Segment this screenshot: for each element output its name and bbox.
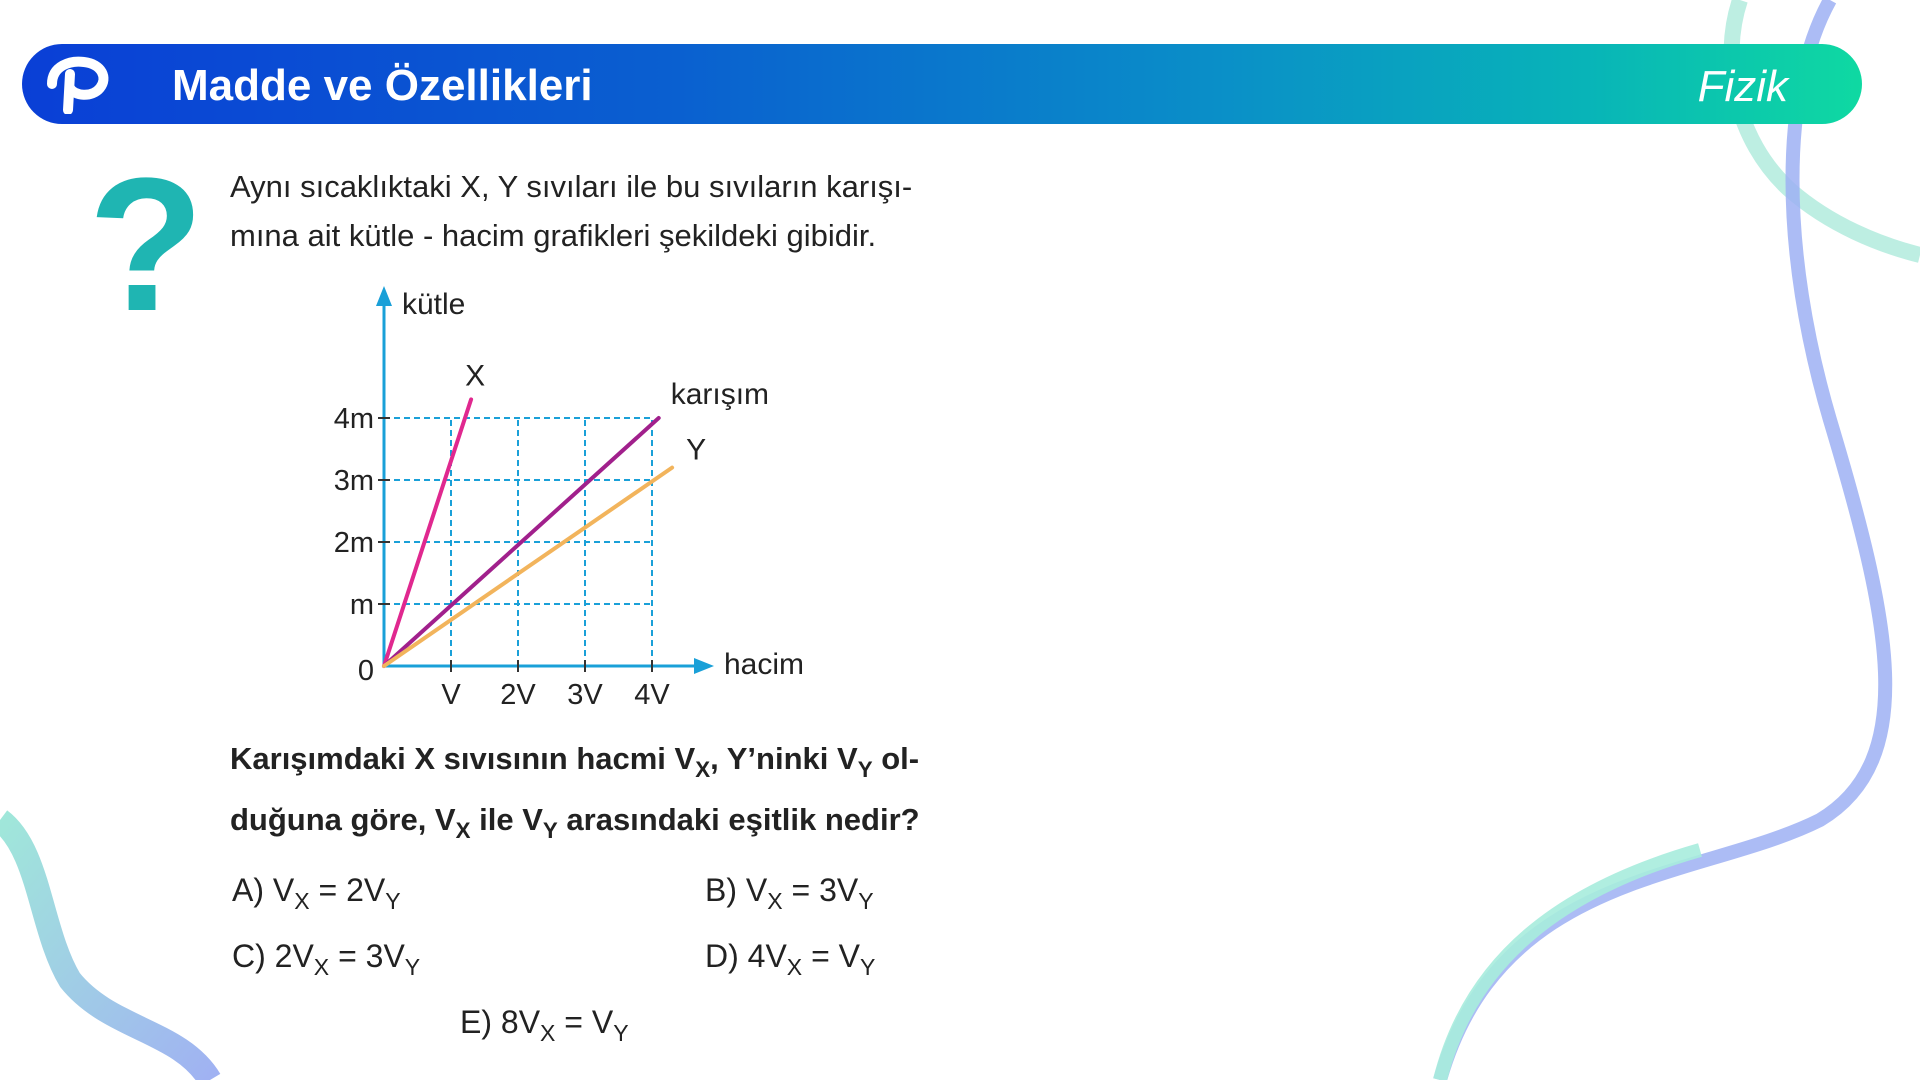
question-line-2: mına ait kütle - hacim grafikleri şekildeki gibidir. [230, 218, 877, 253]
choice-text: 4V [747, 938, 787, 974]
choice-subscript: Y [859, 954, 876, 981]
choice-d[interactable] [705, 938, 875, 981]
prompt-line-1 [230, 734, 1030, 795]
choice-text: = 3V [782, 872, 859, 908]
choice-subscript: X [294, 888, 310, 915]
prompt-text: Karışımdaki X sıvısının hacmi V [230, 741, 696, 776]
choice-subscript: X [540, 1020, 556, 1047]
prompt-line-2 [230, 795, 1030, 856]
choice-subscript: Y [858, 888, 874, 915]
series-label: X [465, 359, 486, 393]
choice-subscript: Y [613, 1020, 629, 1047]
x-tick-label: 4V [634, 679, 670, 711]
question-text [230, 162, 1020, 260]
choice-letter: A) [232, 872, 273, 908]
series-label: karışım [670, 378, 770, 411]
prompt-text: duğuna göre, V [230, 801, 456, 837]
prompt-text: ol- [872, 741, 920, 776]
prompt-text: ile V [470, 801, 543, 837]
series-line-Y [384, 468, 672, 666]
y-tick-label: 2m [333, 527, 374, 559]
y-tick-label: 4m [333, 403, 374, 435]
choice-text: = 3V [329, 938, 405, 974]
choice-a[interactable] [232, 872, 401, 915]
y-tick-label: m [349, 589, 374, 621]
prompt-text: arasındaki eşitlik nedir? [557, 801, 920, 837]
y-tick-label: 3m [333, 465, 374, 497]
brand-logo-icon [44, 54, 114, 114]
prompt-subscript: Y [542, 817, 558, 843]
choice-letter: B) [705, 872, 746, 908]
choice-letter: E) [460, 1004, 501, 1040]
choice-text: V [272, 872, 295, 908]
y-axis-arrow-icon [376, 286, 392, 306]
series-label: Y [686, 433, 707, 467]
choice-letter: D) [705, 938, 748, 974]
x-tick-label: 3V [567, 679, 603, 711]
choice-text: = 2V [309, 872, 386, 908]
choice-subscript: X [786, 954, 803, 981]
question-prompt [230, 734, 1030, 856]
x-axis-arrow-icon [694, 658, 714, 674]
choice-c[interactable] [232, 938, 420, 981]
prompt-text: , Y’ninki V [710, 741, 858, 776]
mass-volume-chart [300, 280, 860, 720]
choice-text: 8V [500, 1004, 541, 1040]
choice-text: = V [802, 938, 860, 974]
y-axis-label: kütle [402, 288, 466, 321]
header-bar [22, 44, 1862, 124]
choice-subscript: Y [404, 954, 421, 981]
choice-subscript: X [767, 888, 783, 915]
prompt-subscript: Y [857, 756, 873, 782]
origin-label: 0 [357, 655, 374, 687]
choice-subscript: Y [385, 888, 401, 915]
prompt-subscript: X [455, 817, 471, 843]
x-axis-label: hacim [724, 648, 805, 681]
subject-label: Fizik [1697, 62, 1788, 111]
question-line-1: Aynı sıcaklıktaki X, Y sıvıları ile bu sıvıların karışı- [230, 169, 913, 204]
choice-text: V [745, 872, 768, 908]
question-mark-icon: ? [88, 139, 205, 351]
choice-text: 2V [274, 938, 314, 974]
choice-text: = V [555, 1004, 614, 1040]
choice-b[interactable] [705, 872, 874, 915]
choice-letter: C) [232, 938, 275, 974]
page-title: Madde ve Özellikleri [172, 61, 593, 110]
prompt-subscript: X [695, 756, 711, 782]
choice-subscript: X [313, 954, 330, 981]
x-tick-label: 2V [500, 679, 536, 711]
x-tick-label: V [441, 679, 461, 711]
choice-e[interactable] [460, 1004, 629, 1047]
